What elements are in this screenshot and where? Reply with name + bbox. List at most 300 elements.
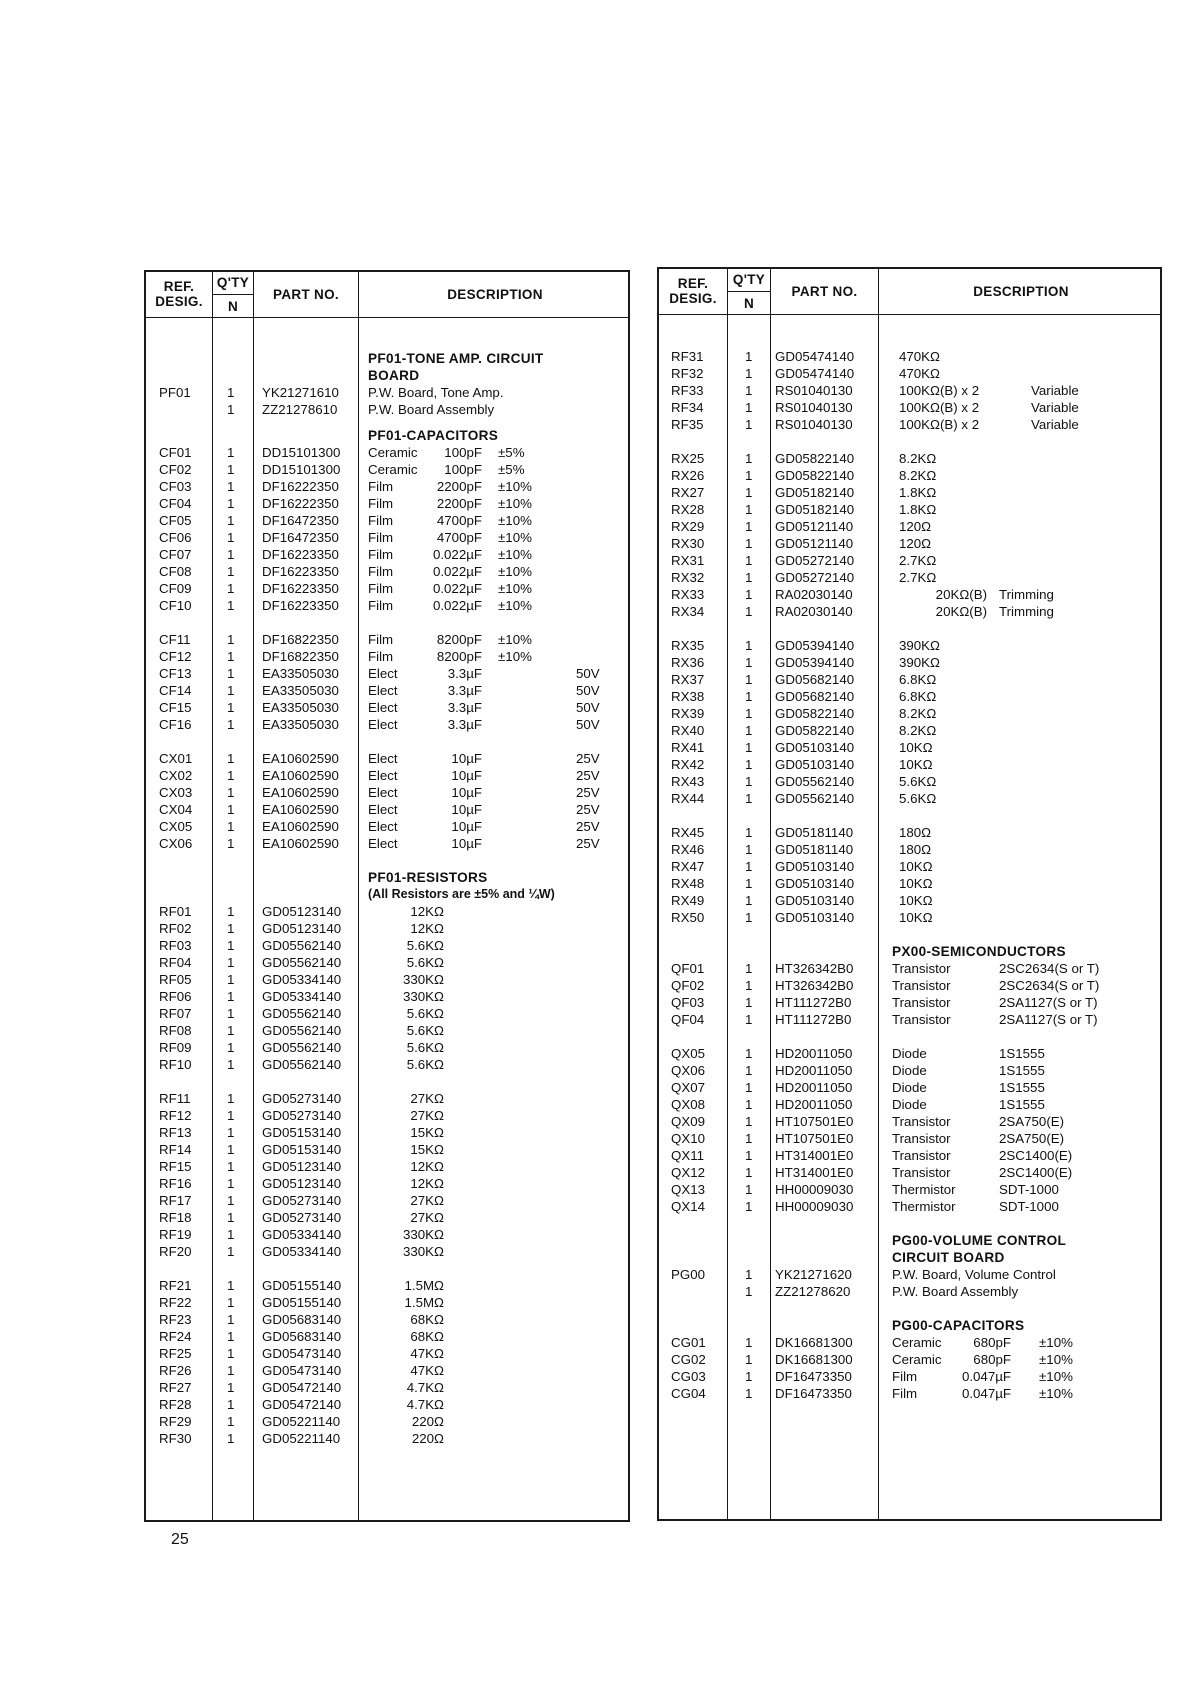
ref-desig: RX27 bbox=[671, 485, 705, 500]
value: 4700pF bbox=[436, 512, 482, 528]
quantity: 1 bbox=[227, 580, 235, 596]
part-number: EA10602590 bbox=[262, 784, 339, 800]
voltage: 25V bbox=[576, 801, 600, 817]
quantity: 1 bbox=[227, 699, 235, 715]
ref-desig: RF20 bbox=[159, 1243, 192, 1259]
table-row bbox=[659, 858, 1160, 875]
tolerance: ±10% bbox=[498, 529, 532, 545]
value: 0.022µF bbox=[432, 546, 482, 562]
ref-desig: CF10 bbox=[159, 597, 192, 613]
table-row bbox=[146, 1209, 628, 1226]
table-row bbox=[146, 461, 628, 478]
ref-desig: RX43 bbox=[671, 774, 705, 789]
quantity: 1 bbox=[745, 910, 753, 925]
ref-desig: RX37 bbox=[671, 672, 705, 687]
ref-desig: RF15 bbox=[159, 1158, 192, 1174]
value: 27KΩ bbox=[410, 1090, 444, 1106]
ref-desig: QX14 bbox=[671, 1199, 706, 1214]
ref-desig: RX45 bbox=[671, 825, 705, 840]
quantity: 1 bbox=[227, 1243, 235, 1259]
table-row bbox=[659, 1113, 1160, 1130]
quantity: 1 bbox=[745, 1131, 753, 1146]
header-ref-desig: REF. DESIG. bbox=[155, 279, 203, 309]
part-number: GD05221140 bbox=[262, 1430, 341, 1446]
value: 5.6KΩ bbox=[899, 791, 937, 806]
part-number: GD05182140 bbox=[775, 502, 855, 517]
table-row bbox=[659, 1351, 1160, 1368]
type-number: 1S1555 bbox=[999, 1080, 1045, 1095]
ref-desig: RF03 bbox=[159, 937, 192, 953]
part-number: EA10602590 bbox=[262, 801, 339, 817]
table-row bbox=[146, 1328, 628, 1345]
type-number: 2SC2634(S or T) bbox=[999, 978, 1100, 993]
value: 0.022µF bbox=[432, 563, 482, 579]
parts-table-right bbox=[657, 267, 1162, 1521]
table-row bbox=[146, 665, 628, 682]
quantity: 1 bbox=[745, 519, 753, 534]
ref-desig: RF29 bbox=[159, 1413, 192, 1429]
type-number: 2SA1127(S or T) bbox=[999, 1012, 1098, 1027]
table-row bbox=[146, 988, 628, 1005]
description: Transistor bbox=[892, 995, 951, 1010]
value: 5.6KΩ bbox=[899, 774, 937, 789]
tolerance: ±10% bbox=[498, 648, 532, 664]
description: Elect bbox=[368, 716, 398, 732]
description: Transistor bbox=[892, 978, 951, 993]
table-row bbox=[659, 671, 1160, 688]
quantity: 1 bbox=[227, 631, 235, 647]
section-heading bbox=[659, 1249, 1160, 1266]
description: P.W. Board, Tone Amp. bbox=[368, 385, 504, 400]
part-number: GD05822140 bbox=[775, 468, 855, 483]
type-number: 2SC2634(S or T) bbox=[999, 961, 1100, 976]
description: P.W. Board Assembly bbox=[892, 1284, 1019, 1299]
table-row bbox=[146, 1005, 628, 1022]
ref-desig: QX09 bbox=[671, 1114, 706, 1129]
tolerance: ±10% bbox=[498, 597, 532, 613]
quantity: 1 bbox=[227, 1430, 235, 1446]
table-row bbox=[659, 1079, 1160, 1096]
section-title: PX00-SEMICONDUCTORS bbox=[892, 944, 1066, 959]
part-number: GD05394140 bbox=[775, 655, 855, 670]
part-number: DF16223350 bbox=[262, 563, 339, 579]
section-heading bbox=[146, 427, 628, 444]
part-number: HD20011050 bbox=[775, 1046, 853, 1061]
value: 10KΩ bbox=[899, 910, 933, 925]
value: 10KΩ bbox=[899, 740, 933, 755]
value: 100KΩ(B) x 2 bbox=[899, 400, 980, 415]
part-number: GD05181140 bbox=[775, 825, 854, 840]
ref-desig: RX39 bbox=[671, 706, 705, 721]
value: 27KΩ bbox=[410, 1192, 444, 1208]
value: 12KΩ bbox=[410, 903, 444, 919]
part-number: GD05473140 bbox=[262, 1345, 342, 1361]
part-number: GD05123140 bbox=[262, 1158, 342, 1174]
ref-desig: RF33 bbox=[671, 383, 704, 398]
quantity: 1 bbox=[745, 570, 753, 585]
part-number: GD05155140 bbox=[262, 1277, 342, 1293]
quantity: 1 bbox=[745, 587, 753, 602]
value: 27KΩ bbox=[410, 1209, 444, 1225]
description: Thermistor bbox=[892, 1199, 956, 1214]
table-row bbox=[659, 416, 1160, 433]
ref-desig: RX44 bbox=[671, 791, 705, 806]
value: 10µF bbox=[451, 784, 482, 800]
value: 12KΩ bbox=[410, 1175, 444, 1191]
quantity: 1 bbox=[745, 689, 753, 704]
header-qty-n: N bbox=[227, 299, 239, 314]
part-number: GD05103140 bbox=[775, 859, 855, 874]
table-row bbox=[146, 699, 628, 716]
ref-desig: QX06 bbox=[671, 1063, 706, 1078]
type-number: 1S1555 bbox=[999, 1097, 1045, 1112]
ref-desig: RX30 bbox=[671, 536, 705, 551]
voltage: 50V bbox=[576, 699, 600, 715]
part-number: GD05103140 bbox=[775, 757, 855, 772]
table-row bbox=[146, 512, 628, 529]
section-heading bbox=[659, 1317, 1160, 1334]
value: 10KΩ bbox=[899, 859, 933, 874]
table-row bbox=[146, 682, 628, 699]
ref-desig: RX38 bbox=[671, 689, 705, 704]
quantity: 1 bbox=[227, 597, 235, 613]
quantity: 1 bbox=[745, 961, 753, 976]
header-qty-n: N bbox=[743, 296, 755, 311]
description: Elect bbox=[368, 699, 398, 715]
tolerance: ±10% bbox=[1039, 1369, 1073, 1384]
value: 5.6KΩ bbox=[406, 1022, 444, 1038]
table-row bbox=[659, 467, 1160, 484]
description: Transistor bbox=[892, 961, 951, 976]
quantity: 1 bbox=[745, 723, 753, 738]
value: 330KΩ bbox=[403, 988, 444, 1004]
part-number: GD05123140 bbox=[262, 920, 342, 936]
value: 3.3µF bbox=[447, 699, 482, 715]
ref-desig: QF03 bbox=[671, 995, 705, 1010]
description: P.W. Board Assembly bbox=[368, 402, 495, 417]
ref-desig: RX28 bbox=[671, 502, 705, 517]
section-title: PF01-TONE AMP. CIRCUIT bbox=[368, 351, 544, 366]
quantity: 1 bbox=[745, 638, 753, 653]
note: Variable bbox=[1031, 383, 1079, 398]
part-number: GD05182140 bbox=[775, 485, 855, 500]
value: 10KΩ bbox=[899, 893, 933, 908]
section-heading bbox=[146, 869, 628, 886]
description: Transistor bbox=[892, 1114, 951, 1129]
part-number: DF16223350 bbox=[262, 546, 339, 562]
description: Ceramic bbox=[368, 461, 418, 477]
description: Film bbox=[368, 478, 394, 494]
part-number: RA02030140 bbox=[775, 604, 853, 619]
quantity: 1 bbox=[745, 1199, 753, 1214]
quantity: 1 bbox=[227, 495, 235, 511]
ref-desig: CX04 bbox=[159, 801, 193, 817]
quantity: 1 bbox=[227, 1345, 235, 1361]
table-row bbox=[659, 535, 1160, 552]
description: Diode bbox=[892, 1080, 927, 1095]
ref-desig: CG03 bbox=[671, 1369, 706, 1384]
value: 470KΩ bbox=[899, 349, 940, 364]
ref-desig: QF01 bbox=[671, 961, 705, 976]
ref-desig: RF02 bbox=[159, 920, 192, 936]
table-row bbox=[659, 1198, 1160, 1215]
description: Elect bbox=[368, 682, 398, 698]
ref-desig: CF02 bbox=[159, 461, 192, 477]
part-number: RS01040130 bbox=[775, 400, 853, 415]
value: 3.3µF bbox=[447, 716, 482, 732]
part-number: RS01040130 bbox=[775, 417, 853, 432]
table-row bbox=[659, 1181, 1160, 1198]
table-row bbox=[146, 1362, 628, 1379]
quantity: 1 bbox=[227, 444, 235, 460]
description: Thermistor bbox=[892, 1182, 956, 1197]
quantity: 1 bbox=[227, 818, 235, 834]
ref-desig: RF31 bbox=[671, 349, 704, 364]
ref-desig: RF16 bbox=[159, 1175, 192, 1191]
note: Trimming bbox=[999, 604, 1054, 619]
table-row bbox=[146, 920, 628, 937]
header-description: DESCRIPTION bbox=[447, 287, 543, 302]
quantity: 1 bbox=[227, 716, 235, 732]
table-row bbox=[146, 631, 628, 648]
quantity: 1 bbox=[227, 682, 235, 698]
table-row bbox=[146, 1039, 628, 1056]
value: 8.2KΩ bbox=[899, 451, 937, 466]
table-row bbox=[146, 546, 628, 563]
parts-table-left bbox=[144, 270, 630, 1522]
value: 20KΩ(B) bbox=[935, 604, 987, 619]
type-number: 1S1555 bbox=[999, 1046, 1045, 1061]
ref-desig: RX29 bbox=[671, 519, 705, 534]
quantity: 1 bbox=[745, 1386, 753, 1401]
quantity: 1 bbox=[227, 1379, 235, 1395]
value: 680pF bbox=[973, 1352, 1011, 1367]
description: Film bbox=[892, 1386, 918, 1401]
part-number: GD05334140 bbox=[262, 1243, 342, 1259]
quantity: 1 bbox=[745, 774, 753, 789]
ref-desig: RX33 bbox=[671, 587, 705, 602]
value: 100pF bbox=[444, 444, 482, 460]
description: Film bbox=[368, 529, 394, 545]
ref-desig: RF04 bbox=[159, 954, 192, 970]
quantity: 1 bbox=[745, 655, 753, 670]
part-number: GD05121140 bbox=[775, 536, 854, 551]
description: Elect bbox=[368, 818, 398, 834]
quantity: 1 bbox=[227, 512, 235, 528]
value: 8.2KΩ bbox=[899, 723, 937, 738]
ref-desig: CG04 bbox=[671, 1386, 706, 1401]
quantity: 1 bbox=[745, 1369, 753, 1384]
table-row bbox=[146, 1294, 628, 1311]
quantity: 1 bbox=[227, 1311, 235, 1327]
table-row bbox=[146, 580, 628, 597]
value: 8.2KΩ bbox=[899, 468, 937, 483]
page-number: 25 bbox=[171, 1531, 189, 1548]
value: 15KΩ bbox=[410, 1124, 444, 1140]
value: 390KΩ bbox=[899, 638, 940, 653]
table-row bbox=[659, 1283, 1160, 1300]
quantity: 1 bbox=[745, 1267, 753, 1282]
ref-desig: CX03 bbox=[159, 784, 193, 800]
table-row bbox=[146, 1430, 628, 1447]
part-number: GD05273140 bbox=[262, 1090, 342, 1106]
description: Film bbox=[368, 580, 394, 596]
value: 2.7KΩ bbox=[899, 570, 937, 585]
type-number: 2SA750(E) bbox=[999, 1114, 1065, 1129]
value: 2200pF bbox=[436, 495, 482, 511]
part-number: DD15101300 bbox=[262, 461, 341, 477]
section-heading bbox=[659, 943, 1160, 960]
ref-desig: RF14 bbox=[159, 1141, 192, 1157]
ref-desig: CF15 bbox=[159, 699, 192, 715]
part-number: DF16822350 bbox=[262, 648, 339, 664]
value: 6.8KΩ bbox=[899, 672, 937, 687]
section-title: CIRCUIT BOARD bbox=[892, 1250, 1005, 1265]
ref-desig: RX42 bbox=[671, 757, 705, 772]
value: 68KΩ bbox=[410, 1328, 444, 1344]
quantity: 1 bbox=[227, 1039, 235, 1055]
part-number: GD05473140 bbox=[262, 1362, 342, 1378]
table-row bbox=[146, 563, 628, 580]
table-row bbox=[659, 1334, 1160, 1351]
table-row bbox=[659, 654, 1160, 671]
part-number: GD05121140 bbox=[775, 519, 854, 534]
ref-desig: QX13 bbox=[671, 1182, 706, 1197]
ref-desig: RF25 bbox=[159, 1345, 192, 1361]
quantity: 1 bbox=[745, 995, 753, 1010]
description: Transistor bbox=[892, 1165, 951, 1180]
part-number: GD05272140 bbox=[775, 570, 855, 585]
quantity: 1 bbox=[745, 1097, 753, 1112]
ref-desig: RX34 bbox=[671, 604, 705, 619]
ref-desig: RX40 bbox=[671, 723, 705, 738]
part-number: GD05273140 bbox=[262, 1107, 342, 1123]
section-heading bbox=[146, 367, 628, 384]
quantity: 1 bbox=[227, 385, 235, 400]
ref-desig: CF05 bbox=[159, 512, 192, 528]
value: 180Ω bbox=[899, 842, 932, 857]
table-row bbox=[659, 756, 1160, 773]
quantity: 1 bbox=[227, 648, 235, 664]
section-title: PG00-CAPACITORS bbox=[892, 1318, 1025, 1333]
ref-desig: CF04 bbox=[159, 495, 192, 511]
table-row bbox=[659, 603, 1160, 620]
ref-desig: RF13 bbox=[159, 1124, 192, 1140]
value: 5.6KΩ bbox=[406, 954, 444, 970]
tolerance: ±10% bbox=[1039, 1352, 1073, 1367]
part-number: HT314001E0 bbox=[775, 1148, 854, 1163]
ref-desig: RF07 bbox=[159, 1005, 192, 1021]
value: 10µF bbox=[451, 835, 482, 851]
table-row bbox=[146, 1124, 628, 1141]
description: Film bbox=[368, 546, 394, 562]
value: 220Ω bbox=[411, 1413, 444, 1429]
table-row bbox=[659, 977, 1160, 994]
value: 8.2KΩ bbox=[899, 706, 937, 721]
description: Elect bbox=[368, 784, 398, 800]
ref-desig: CF14 bbox=[159, 682, 192, 698]
table-row bbox=[146, 716, 628, 733]
quantity: 1 bbox=[745, 876, 753, 891]
part-number: RS01040130 bbox=[775, 383, 853, 398]
value: 10KΩ bbox=[899, 876, 933, 891]
quantity: 1 bbox=[745, 791, 753, 806]
value: 1.8KΩ bbox=[899, 502, 937, 517]
table-row bbox=[146, 648, 628, 665]
table-row bbox=[146, 1141, 628, 1158]
table-row bbox=[146, 937, 628, 954]
quantity: 1 bbox=[227, 546, 235, 562]
part-number: EA10602590 bbox=[262, 767, 339, 783]
part-number: GD05334140 bbox=[262, 988, 342, 1004]
ref-desig: RF06 bbox=[159, 988, 192, 1004]
part-number: EA10602590 bbox=[262, 750, 339, 766]
quantity: 1 bbox=[227, 767, 235, 783]
quantity: 1 bbox=[227, 1226, 235, 1242]
part-number: DF16473350 bbox=[775, 1369, 852, 1384]
part-number: RA02030140 bbox=[775, 587, 853, 602]
ref-desig: CF07 bbox=[159, 546, 192, 562]
description: Diode bbox=[892, 1097, 927, 1112]
value: 0.047µF bbox=[961, 1386, 1011, 1401]
table-row bbox=[146, 1158, 628, 1175]
quantity: 1 bbox=[227, 1175, 235, 1191]
quantity: 1 bbox=[227, 1022, 235, 1038]
table-row bbox=[146, 1311, 628, 1328]
value: 12KΩ bbox=[410, 1158, 444, 1174]
ref-desig: RX49 bbox=[671, 893, 705, 908]
quantity: 1 bbox=[745, 1352, 753, 1367]
quantity: 1 bbox=[227, 971, 235, 987]
tolerance: ±5% bbox=[498, 461, 525, 477]
quantity: 1 bbox=[227, 1124, 235, 1140]
ref-desig: QX08 bbox=[671, 1097, 706, 1112]
ref-desig: CF12 bbox=[159, 648, 192, 664]
table-row bbox=[659, 705, 1160, 722]
tolerance: ±10% bbox=[498, 512, 532, 528]
ref-desig: CX06 bbox=[159, 835, 193, 851]
table-row bbox=[146, 954, 628, 971]
ref-desig: RF05 bbox=[159, 971, 192, 987]
quantity: 1 bbox=[227, 988, 235, 1004]
ref-desig: RF08 bbox=[159, 1022, 192, 1038]
value: 5.6KΩ bbox=[406, 1039, 444, 1055]
description: Film bbox=[368, 631, 394, 647]
value: 0.022µF bbox=[432, 597, 482, 613]
ref-desig: RX32 bbox=[671, 570, 705, 585]
ref-desig: CX01 bbox=[159, 750, 193, 766]
table-row bbox=[146, 401, 628, 418]
ref-desig: CF16 bbox=[159, 716, 192, 732]
ref-desig: RF10 bbox=[159, 1056, 192, 1072]
type-number: 2SA1127(S or T) bbox=[999, 995, 1098, 1010]
part-number: GD05562140 bbox=[775, 791, 855, 806]
value: 10µF bbox=[451, 750, 482, 766]
table-row bbox=[146, 1022, 628, 1039]
note: Variable bbox=[1031, 417, 1079, 432]
voltage: 25V bbox=[576, 835, 600, 851]
part-number: DF16222350 bbox=[262, 495, 339, 511]
table-row bbox=[659, 501, 1160, 518]
part-number: HD20011050 bbox=[775, 1097, 853, 1112]
ref-desig: CF03 bbox=[159, 478, 192, 494]
table-row bbox=[659, 790, 1160, 807]
part-number: GD05822140 bbox=[775, 723, 855, 738]
value: 12KΩ bbox=[410, 920, 444, 936]
description: Ceramic bbox=[368, 444, 418, 460]
ref-desig: CG02 bbox=[671, 1352, 706, 1367]
part-number: EA33505030 bbox=[262, 665, 339, 681]
